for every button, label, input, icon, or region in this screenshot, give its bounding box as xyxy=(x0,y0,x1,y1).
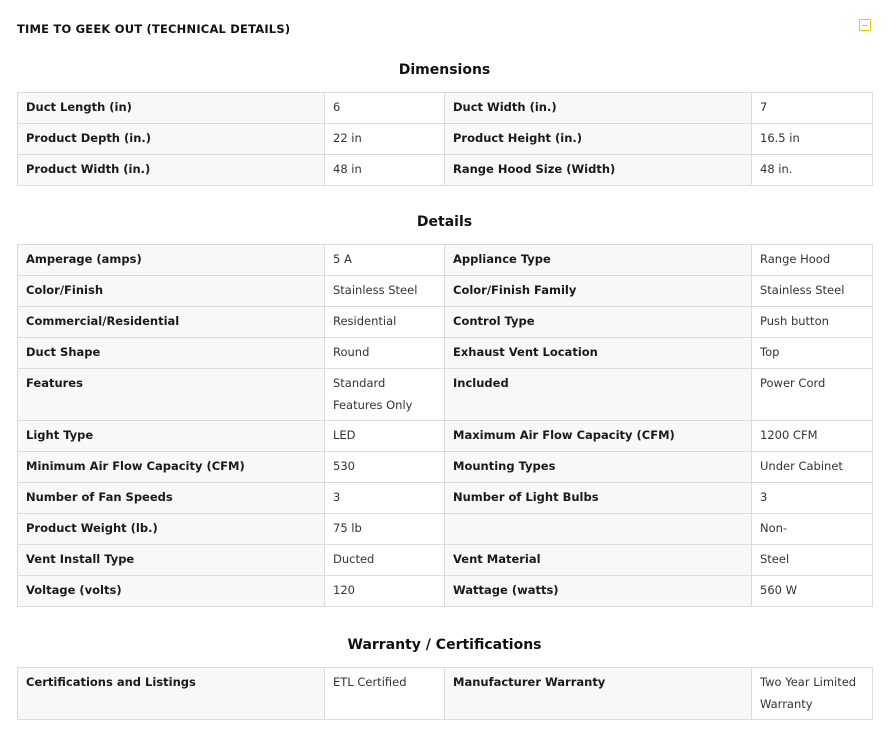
spec-row xyxy=(18,155,873,186)
spec-row xyxy=(18,245,873,276)
spec-value: Two Year Limited Warranty xyxy=(752,668,873,720)
spec-value: Steel xyxy=(752,545,873,576)
spec-label: Vent Material xyxy=(445,545,752,576)
dimensions-table xyxy=(17,92,873,186)
spec-value: 48 in xyxy=(325,155,445,186)
spec-label: Product Depth (in.) xyxy=(18,124,325,155)
spec-label: Certifications and Listings xyxy=(18,668,325,720)
spec-value: 120 xyxy=(325,576,445,607)
spec-value: Power Cord xyxy=(752,369,873,421)
spec-label: Color/Finish xyxy=(18,276,325,307)
warranty-title: Warranty / Certifications xyxy=(347,637,542,653)
spec-value: Under Cabinet xyxy=(752,452,873,483)
spec-row xyxy=(18,576,873,607)
spec-value: Push button xyxy=(752,307,873,338)
details-title: Details xyxy=(416,214,473,230)
spec-value: Range Hood xyxy=(752,245,873,276)
dimensions-title: Dimensions xyxy=(398,62,491,78)
spec-value: 7 xyxy=(752,93,873,124)
spec-label xyxy=(445,514,752,545)
spec-value: 5 A xyxy=(325,245,445,276)
spec-label: Product Weight (lb.) xyxy=(18,514,325,545)
spec-label: Number of Light Bulbs xyxy=(445,483,752,514)
spec-label: Maximum Air Flow Capacity (CFM) xyxy=(445,421,752,452)
spec-label: Wattage (watts) xyxy=(445,576,752,607)
spec-label: Exhaust Vent Location xyxy=(445,338,752,369)
spec-row xyxy=(18,276,873,307)
spec-label: Vent Install Type xyxy=(18,545,325,576)
spec-label: Appliance Type xyxy=(445,245,752,276)
spec-label: Product Width (in.) xyxy=(18,155,325,186)
spec-label: Amperage (amps) xyxy=(18,245,325,276)
spec-value: 3 xyxy=(325,483,445,514)
spec-value: Ducted xyxy=(325,545,445,576)
spec-row xyxy=(18,124,873,155)
spec-label: Product Height (in.) xyxy=(445,124,752,155)
spec-label: Manufacturer Warranty xyxy=(445,668,752,720)
section-header-title: TIME TO GEEK OUT (TECHNICAL DETAILS) xyxy=(17,22,291,36)
spec-label: Minimum Air Flow Capacity (CFM) xyxy=(18,452,325,483)
spec-label: Duct Length (in) xyxy=(18,93,325,124)
spec-value: Stainless Steel xyxy=(752,276,873,307)
collapse-minus-icon[interactable] xyxy=(859,19,871,31)
spec-value: 3 xyxy=(752,483,873,514)
spec-label: Duct Shape xyxy=(18,338,325,369)
spec-value: Top xyxy=(752,338,873,369)
spec-value: LED xyxy=(325,421,445,452)
spec-row xyxy=(18,93,873,124)
details-table xyxy=(17,244,873,607)
spec-row xyxy=(18,514,873,545)
spec-value: Residential xyxy=(325,307,445,338)
spec-label: Features xyxy=(18,369,325,421)
spec-row xyxy=(18,483,873,514)
spec-label: Voltage (volts) xyxy=(18,576,325,607)
spec-label: Commercial/Residential xyxy=(18,307,325,338)
spec-value: 16.5 in xyxy=(752,124,873,155)
spec-value: Non- xyxy=(752,514,873,545)
warranty-table xyxy=(17,667,873,720)
spec-label: Duct Width (in.) xyxy=(445,93,752,124)
spec-value: Round xyxy=(325,338,445,369)
spec-value: 1200 CFM xyxy=(752,421,873,452)
spec-row xyxy=(18,307,873,338)
spec-value: 48 in. xyxy=(752,155,873,186)
spec-label: Included xyxy=(445,369,752,421)
spec-value: 6 xyxy=(325,93,445,124)
spec-row xyxy=(18,452,873,483)
spec-row xyxy=(18,338,873,369)
spec-value: 530 xyxy=(325,452,445,483)
spec-value: ETL Certified xyxy=(325,668,445,720)
spec-label: Control Type xyxy=(445,307,752,338)
spec-row xyxy=(18,668,873,720)
spec-row xyxy=(18,369,873,421)
spec-label: Light Type xyxy=(18,421,325,452)
spec-label: Number of Fan Speeds xyxy=(18,483,325,514)
spec-row xyxy=(18,545,873,576)
spec-label: Range Hood Size (Width) xyxy=(445,155,752,186)
spec-value: 560 W xyxy=(752,576,873,607)
tech-details-header[interactable] xyxy=(17,18,873,34)
spec-value: Standard Features Only xyxy=(325,369,445,421)
spec-row xyxy=(18,421,873,452)
spec-value: Stainless Steel xyxy=(325,276,445,307)
spec-value: 75 lb xyxy=(325,514,445,545)
spec-label: Color/Finish Family xyxy=(445,276,752,307)
spec-label: Mounting Types xyxy=(445,452,752,483)
spec-value: 22 in xyxy=(325,124,445,155)
